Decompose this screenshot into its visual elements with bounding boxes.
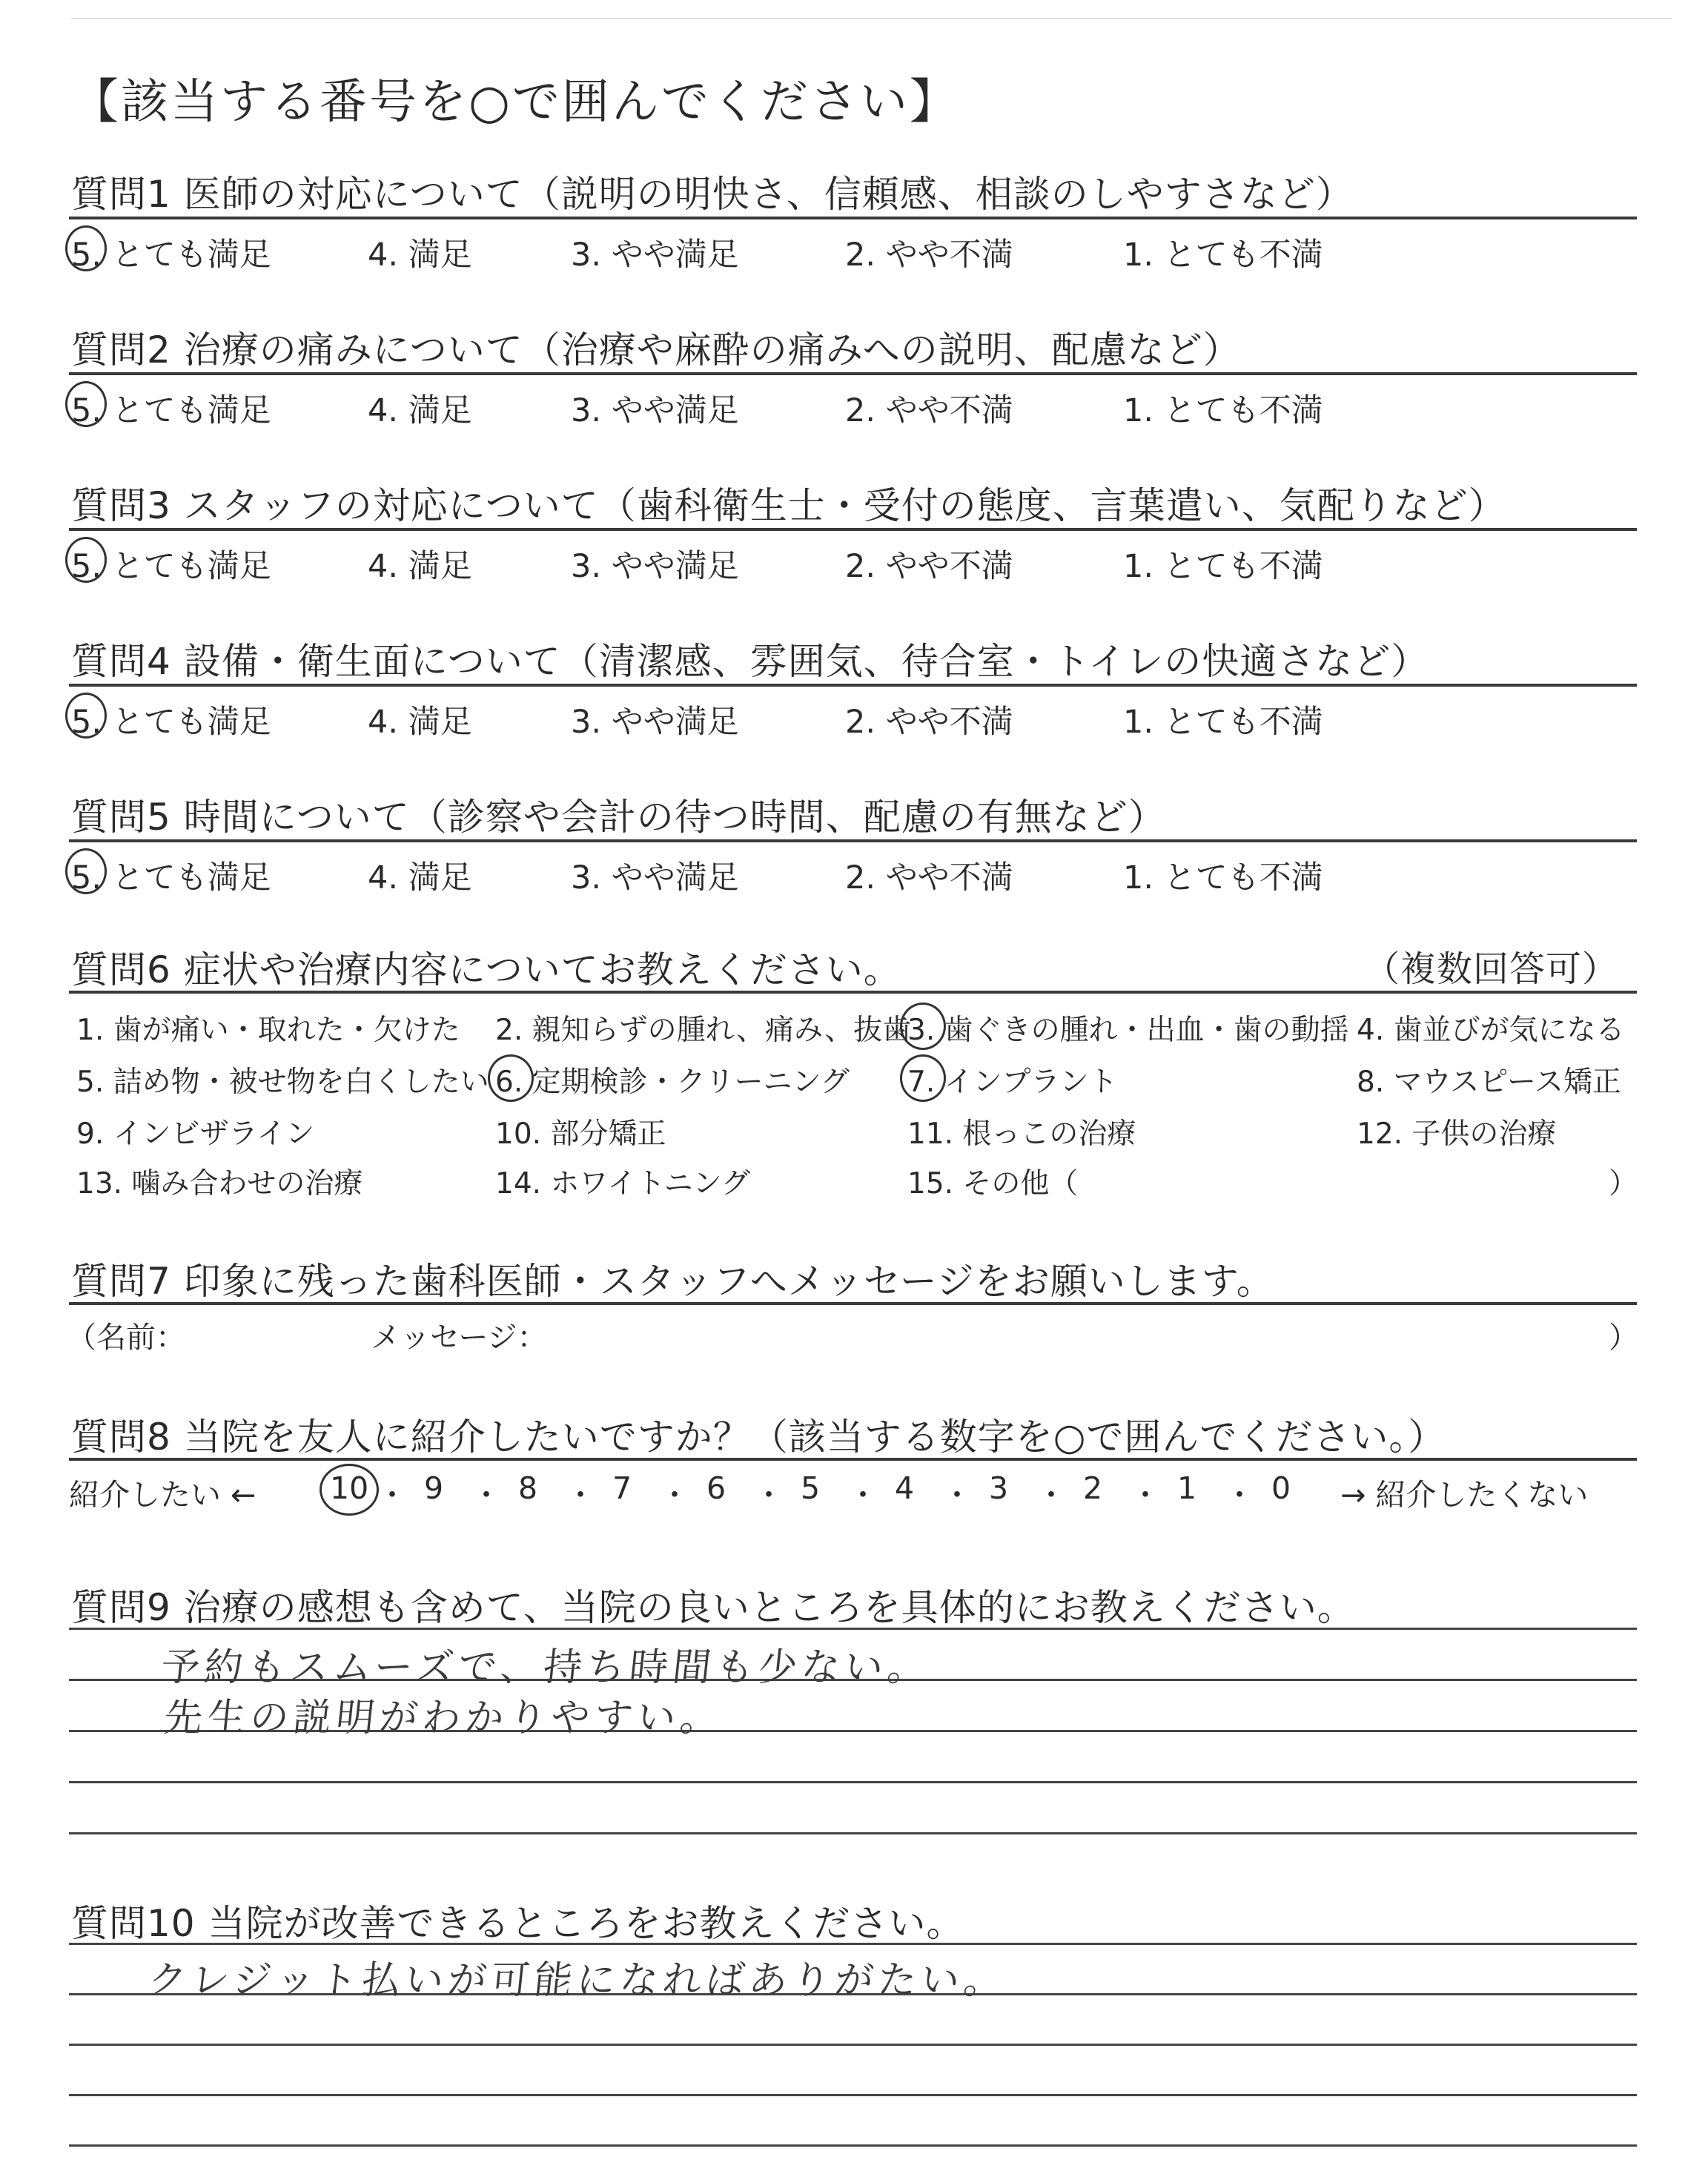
q2-option-2[interactable]: 2. やや不満 [845, 392, 1013, 429]
q8-scale-value-10[interactable]: 10 [330, 1470, 369, 1506]
q10-line-3 [69, 2044, 1637, 2046]
q2-title: 質問2 治療の痛みについて（治療や麻酔の痛みへの説明、配慮など） [71, 328, 1241, 371]
q6-other-close-paren: ） [1609, 1167, 1638, 1200]
q8-scale-separator: ・ [753, 1477, 784, 1513]
q6-option-10[interactable]: 10. 部分矯正 [495, 1117, 666, 1151]
q2-option-1[interactable]: 1. とても不満 [1123, 392, 1323, 429]
q5-option-1[interactable]: 1. とても不満 [1123, 859, 1323, 896]
q8-scale-value-4[interactable]: 4 [895, 1470, 915, 1506]
q5-option-3[interactable]: 3. やや満足 [571, 859, 739, 896]
q5-option-4[interactable]: 4. 満足 [368, 859, 472, 896]
q10-line-1 [69, 1943, 1637, 1945]
q4-selection-circle [65, 693, 107, 739]
q6-option-5[interactable]: 5. 詰め物・被せ物を白くしたい [76, 1066, 489, 1099]
q1-underline [69, 217, 1637, 219]
q8-scale-separator: ・ [941, 1477, 973, 1513]
q6-option-14[interactable]: 14. ホワイトニング [495, 1167, 750, 1200]
q6-selection-circle-6 [488, 1054, 534, 1102]
q6-option-8[interactable]: 8. マウスピース矯正 [1357, 1066, 1621, 1099]
q8-scale-separator: ・ [565, 1477, 596, 1513]
q8-scale-separator: ・ [1224, 1477, 1255, 1513]
q3-option-3[interactable]: 3. やや満足 [571, 548, 739, 585]
q3-option-1[interactable]: 1. とても不満 [1123, 548, 1323, 585]
q3-option-5[interactable]: 5. とても満足 [71, 548, 271, 585]
q6-option-15[interactable]: 15. その他（ [907, 1167, 1079, 1200]
q3-option-4[interactable]: 4. 満足 [368, 548, 472, 585]
q2-option-5[interactable]: 5. とても満足 [71, 392, 271, 429]
q6-underline [69, 991, 1637, 994]
q8-scale-separator: ・ [847, 1477, 878, 1513]
q8-scale-separator: ・ [377, 1477, 408, 1513]
q6-option-13[interactable]: 13. 噛み合わせの治療 [76, 1167, 363, 1200]
q4-option-4[interactable]: 4. 満足 [368, 704, 472, 741]
q8-left-label: 紹介したい ← [69, 1477, 256, 1513]
q5-option-2[interactable]: 2. やや不満 [845, 859, 1013, 896]
q8-scale-value-5[interactable]: 5 [801, 1470, 821, 1506]
q8-scale-value-6[interactable]: 6 [706, 1470, 726, 1506]
q8-scale-value-2[interactable]: 2 [1083, 1470, 1103, 1506]
q9-line-4 [69, 1781, 1637, 1783]
q1-option-1[interactable]: 1. とても不満 [1123, 237, 1323, 274]
q6-title: 質問6 症状や治療内容についてお教えください。 [71, 948, 901, 991]
q5-title: 質問5 時間について（診察や会計の待つ時間、配慮の有無など） [71, 796, 1166, 839]
q3-selection-circle [65, 537, 107, 583]
q8-scale-separator: ・ [1036, 1477, 1067, 1513]
q9-handwritten-answer-1: 予約もスムーズで、持ち時間も少ない。 [159, 1645, 933, 1690]
q4-option-2[interactable]: 2. やや不満 [845, 704, 1013, 741]
q2-option-4[interactable]: 4. 満足 [368, 392, 472, 429]
q9-handwritten-answer-2: 先生の説明がわかりやすい。 [162, 1696, 726, 1740]
q8-scale-separator: ・ [659, 1477, 690, 1513]
q9-line-1 [69, 1628, 1637, 1630]
q6-multiple-answer-note: （複数回答可） [1364, 948, 1619, 990]
form-instruction-header: 【該当する番号を○で囲んでください】 [71, 75, 959, 130]
q9-line-5 [69, 1832, 1637, 1834]
q1-selection-circle [65, 225, 107, 271]
q4-title: 質問4 設備・衛生面について（清潔感、雰囲気、待合室・トイレの快適さなど） [71, 640, 1429, 683]
q6-option-7[interactable]: 7. インプラント [907, 1066, 1118, 1099]
q4-option-1[interactable]: 1. とても不満 [1123, 704, 1323, 741]
q3-option-2[interactable]: 2. やや不満 [845, 548, 1013, 585]
q8-scale-value-1[interactable]: 1 [1177, 1470, 1197, 1506]
q6-selection-circle-7 [900, 1054, 946, 1102]
q6-option-12[interactable]: 12. 子供の治療 [1357, 1117, 1557, 1151]
q8-scale-value-3[interactable]: 3 [989, 1470, 1009, 1506]
q5-underline [69, 839, 1637, 842]
q3-underline [69, 528, 1637, 531]
q10-title: 質問10 当院が改善できるところをお教えください。 [71, 1902, 964, 1945]
q6-selection-circle-3 [900, 1003, 946, 1050]
q2-underline [69, 372, 1637, 375]
q5-option-5[interactable]: 5. とても満足 [71, 859, 271, 896]
q1-option-3[interactable]: 3. やや満足 [571, 237, 739, 274]
q3-title: 質問3 スタッフの対応について（歯科衛生士・受付の態度、言葉遣い、気配りなど） [71, 484, 1506, 527]
q7-name-label: （名前： [67, 1321, 185, 1355]
q6-option-1[interactable]: 1. 歯が痛い・取れた・欠けた [76, 1014, 460, 1047]
q6-option-6[interactable]: 6. 定期検診・クリーニング [495, 1066, 850, 1099]
q8-right-label: → 紹介したくない [1340, 1477, 1589, 1513]
q8-scale-value-8[interactable]: 8 [518, 1470, 538, 1506]
page-top-edge [71, 18, 1672, 19]
q9-title: 質問9 治療の感想も含めて、当院の良いところを具体的にお教えください。 [71, 1586, 1355, 1629]
q8-scale-value-7[interactable]: 7 [612, 1470, 632, 1506]
q1-option-5[interactable]: 5. とても満足 [71, 237, 271, 274]
q8-underline [69, 1458, 1637, 1461]
q4-option-5[interactable]: 5. とても満足 [71, 704, 271, 741]
q8-scale-value-0[interactable]: 0 [1271, 1470, 1291, 1506]
q7-message-label: メッセージ： [371, 1321, 547, 1355]
q8-scale-separator: ・ [471, 1477, 502, 1513]
q7-close-paren: ） [1609, 1321, 1638, 1355]
q1-option-2[interactable]: 2. やや不満 [845, 237, 1013, 274]
q2-option-3[interactable]: 3. やや満足 [571, 392, 739, 429]
q6-option-4[interactable]: 4. 歯並びが気になる [1357, 1014, 1625, 1047]
q6-option-11[interactable]: 11. 根っこの治療 [907, 1117, 1136, 1151]
q6-option-9[interactable]: 9. インビザライン [76, 1117, 315, 1151]
q8-scale-separator: ・ [1130, 1477, 1161, 1513]
q7-title: 質問7 印象に残った歯科医師・スタッフへメッセージをお願いします。 [71, 1260, 1274, 1303]
q6-option-3[interactable]: 3. 歯ぐきの腫れ・出血・歯の動揺 [907, 1014, 1349, 1047]
q1-title: 質問1 医師の対応について（説明の明快さ、信頼感、相談のしやすさなど） [71, 173, 1354, 216]
q4-option-3[interactable]: 3. やや満足 [571, 704, 739, 741]
q7-underline [69, 1302, 1637, 1305]
q8-title: 質問8 当院を友人に紹介したいですか？（該当する数字を○で囲んでください。） [71, 1416, 1446, 1459]
q10-line-4 [69, 2094, 1637, 2096]
q10-handwritten-answer-1: クレジット払いが可能になればありがたい。 [145, 1958, 1010, 2003]
q6-option-2[interactable]: 2. 親知らずの腫れ、痛み、抜歯 [495, 1014, 912, 1047]
q2-selection-circle [65, 381, 107, 427]
q8-scale-value-9[interactable]: 9 [424, 1470, 444, 1506]
q8-selection-circle [320, 1464, 379, 1516]
q1-option-4[interactable]: 4. 満足 [368, 237, 472, 274]
q4-underline [69, 684, 1637, 687]
q5-selection-circle [65, 848, 107, 894]
q10-line-5 [69, 2144, 1637, 2147]
